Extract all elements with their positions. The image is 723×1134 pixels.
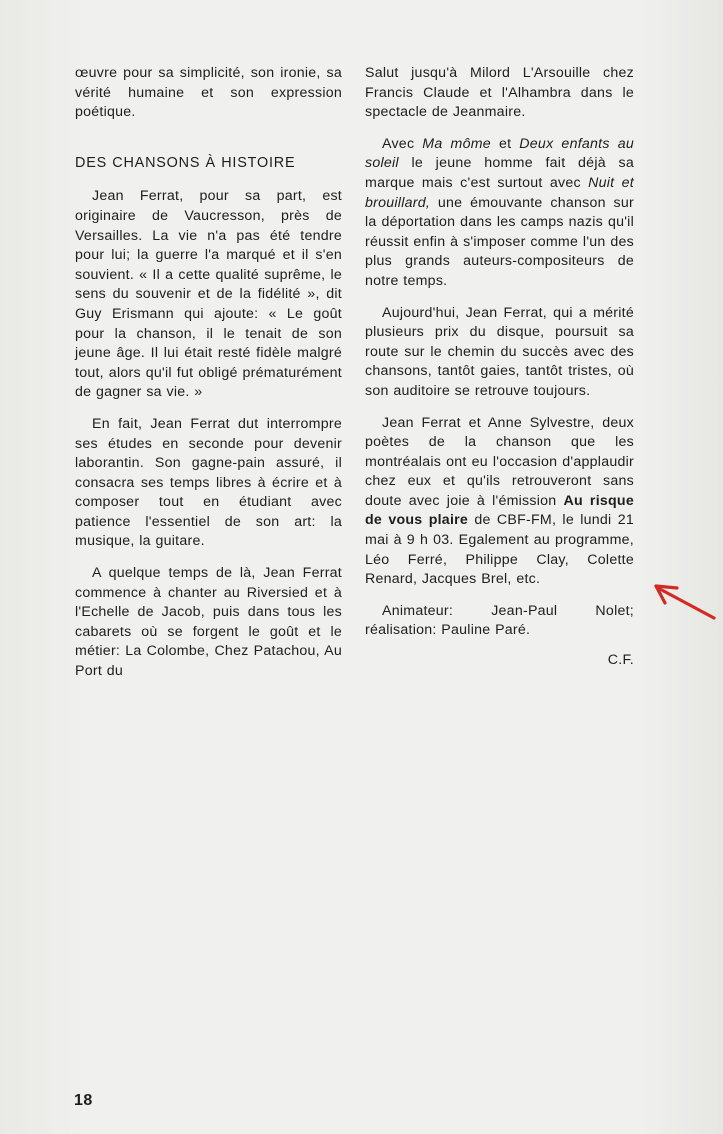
page-number: 18 (74, 1092, 93, 1109)
paragraph-continuation: œuvre pour sa simplicité, son ironie, sa vérité humaine et son expression poétique. (75, 65, 342, 121)
paragraph-origins: Jean Ferrat, pour sa part, est originaire de Vaucresson, près de Versailles. La vie n'a pas été tendre pour lui; la guerre l'a marqué et il s'en souvient. « Il a cette qualité suprême, le sens du souvenir et de la fidélité », dit Guy Erismann qui ajoute: « Le goût pour la chanson, il le tenait de son jeune âge. Il lui était resté fidèle malgré tout, alors qu'il fut obligé prématurément de gagner sa vie. » (75, 188, 342, 401)
paragraph-songs (365, 135, 634, 292)
text-fragment: le jeune homme fait déjà sa marque mais c'est surtout avec (365, 155, 634, 191)
text-fragment: une émouvante chanson sur la déportation dans les camps nazis qu'il réussit enfin à s'imposer comme l'un des plus grands auteurs-compositeurs de notre temps. (365, 194, 634, 289)
paragraph-today: Aujourd'hui, Jean Ferrat, qui a mérité plusieurs prix du disque, poursuit sa route sur le chemin du succès avec des chansons, tantôt gaies, tantôt tristes, où son auditoire se retrouve toujours. (365, 304, 634, 399)
text-fragment: et (490, 135, 520, 152)
paragraph-salut: Salut jusqu'à Milord L'Arsouille chez Francis Claude et l'Alhambra dans le spectacle de Jeanmaire. (365, 65, 634, 121)
red-arrow-annotation-icon (652, 579, 716, 621)
show-title: Au risque de vous plaire (365, 492, 634, 529)
left-column (75, 64, 342, 694)
section-heading: DES CHANSONS À HISTOIRE (75, 154, 296, 171)
text-fragment: Jean Ferrat et Anne Sylvestre, deux poètes de la chanson que les montréalais ont eu l'occasion d'applaudir chez eux et qu'ils retrouveront sans doute avec joie à l'émission (365, 414, 634, 509)
paragraph-broadcast (365, 414, 634, 590)
text-fragment: de CBF-FM, le lundi 21 mai à 9 h 03. Egalement au programme, Léo Ferré, Philippe Clay, Colette Renard, Jacques Brel, etc. (365, 512, 634, 588)
paragraph-cabarets: A quelque temps de là, Jean Ferrat commence à chanter au Riversied et à l'Echelle de Jacob, puis dans tous les cabarets où se forgent le goût et le métier: La Colombe, Chez Patachou, Au Port du (75, 565, 342, 680)
song-title-ma-mome: Ma môme (422, 135, 491, 152)
paragraph-credits: Animateur: Jean-Paul Nolet; réalisation: Pauline Paré. (365, 602, 634, 639)
paragraph-studies: En fait, Jean Ferrat dut interrompre ses études en seconde pour devenir laborantin. Son gagne-pain assuré, il consacra ses temps libres à écrire et à composer tout en étudiant avec patience l'essentiel de son art: la musique, la guitare. (75, 415, 342, 550)
signature: C.F. (607, 652, 634, 669)
song-title-deux-enfants: Deux enfants au soleil (365, 135, 635, 172)
song-title-nuit-et-brouillard: Nuit et brouillard, (365, 174, 634, 211)
text-fragment: Avec (382, 135, 423, 152)
right-column (365, 64, 634, 671)
